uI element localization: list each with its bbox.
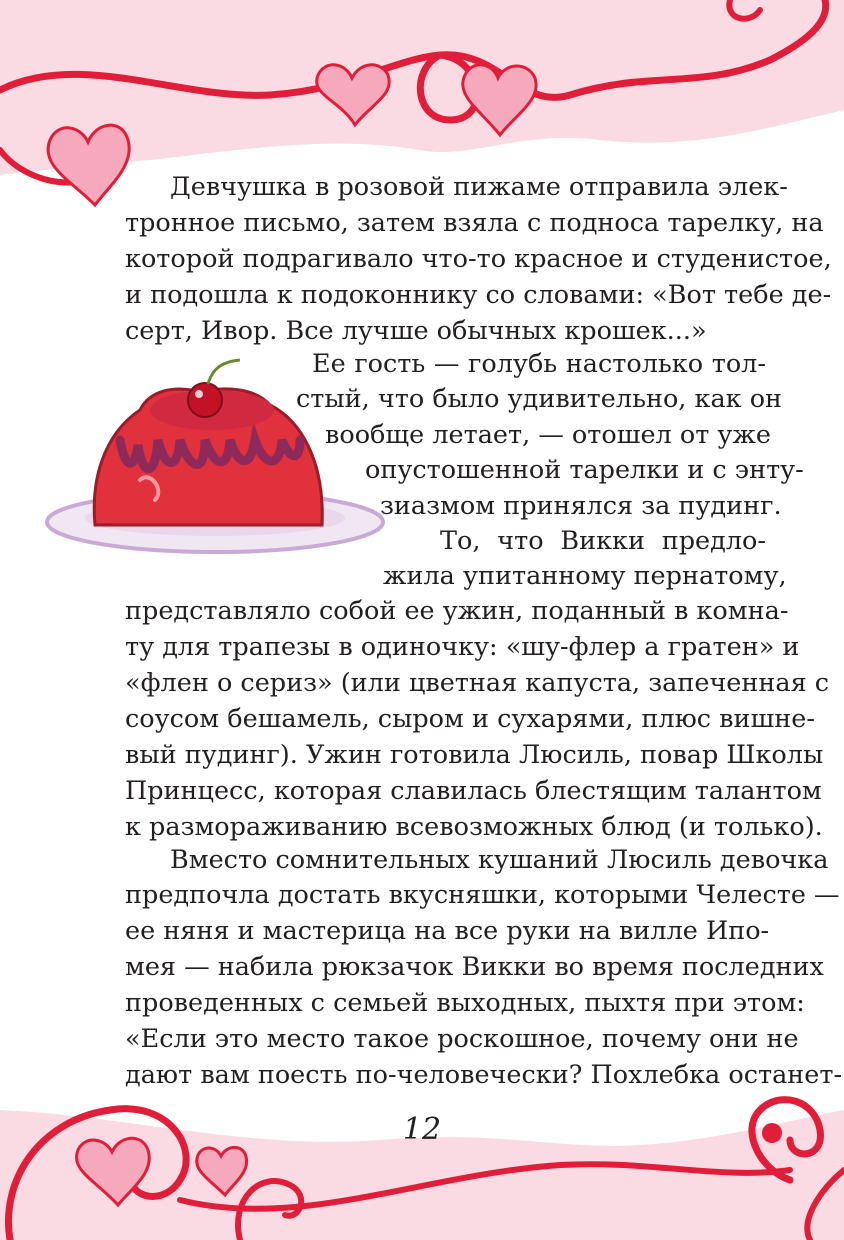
text-line: к размораживанию всевозможных блюд (и только). [125, 812, 823, 842]
text-line: серт, Ивор. Все лучше обычных крошек...» [125, 316, 707, 346]
text-line: тронное письмо, затем взяла с подноса тарелку, на [125, 208, 824, 238]
text-line: и подошла к подоконнику со словами: «Вот тебе де- [125, 280, 832, 310]
text-line: дают вам поесть по-человечески? Похлебка останет- [125, 1060, 843, 1090]
page-number: 12 [402, 1112, 442, 1147]
text-line: «флен о сериз» (или цветная капуста, запеченная с [125, 668, 830, 698]
text-line: которой подрагивало что-то красное и студенистое, [125, 244, 832, 274]
text-line: стый, что было удивительно, как он [296, 384, 783, 414]
text-line: зиазмом принялся за пудинг. [380, 491, 782, 521]
text-line: соусом бешамель, сыром и сухарями, плюс вишне- [125, 704, 815, 734]
text-line: представляло собой ее ужин, поданный в комна- [125, 596, 789, 626]
text-line: предпочла достать вкусняшки, которыми Челесте — [125, 880, 840, 910]
cherry-stem [208, 360, 240, 384]
text-line: мея — набила рюкзачок Викки во время последних [125, 952, 824, 982]
text-line: вый пудинг). Ужин готовила Люсиль, повар Школы [125, 740, 824, 770]
text-line: опустошенной тарелки и с энту- [365, 455, 804, 485]
text-line: То, что Викки предло- [440, 526, 766, 556]
text-line: Ее гость — голубь настолько тол- [312, 349, 766, 379]
text-line: вообще летает, — отошел от уже [325, 420, 771, 450]
text-line: ту для трапезы в одиночку: «шу-флер а гратен» и [125, 632, 800, 662]
text-line: проведенных с семьей выходных, пыхтя при этом: [125, 988, 805, 1018]
text-line: Принцесс, которая славилась блестящим талантом [125, 776, 822, 806]
cherry-highlight [195, 390, 203, 398]
text-line: ее няня и мастерица на все руки на вилле Ипо- [125, 916, 770, 946]
text-line: «Если это место такое роскошное, почему они не [125, 1024, 799, 1054]
text-line: жила упитанному пернатому, [383, 561, 787, 591]
text-line: Девчушка в розовой пижаме отправила элек- [170, 172, 788, 202]
cherry [188, 383, 222, 417]
text-line: Вместо сомнительных кушаний Люсиль девочка [170, 845, 829, 875]
